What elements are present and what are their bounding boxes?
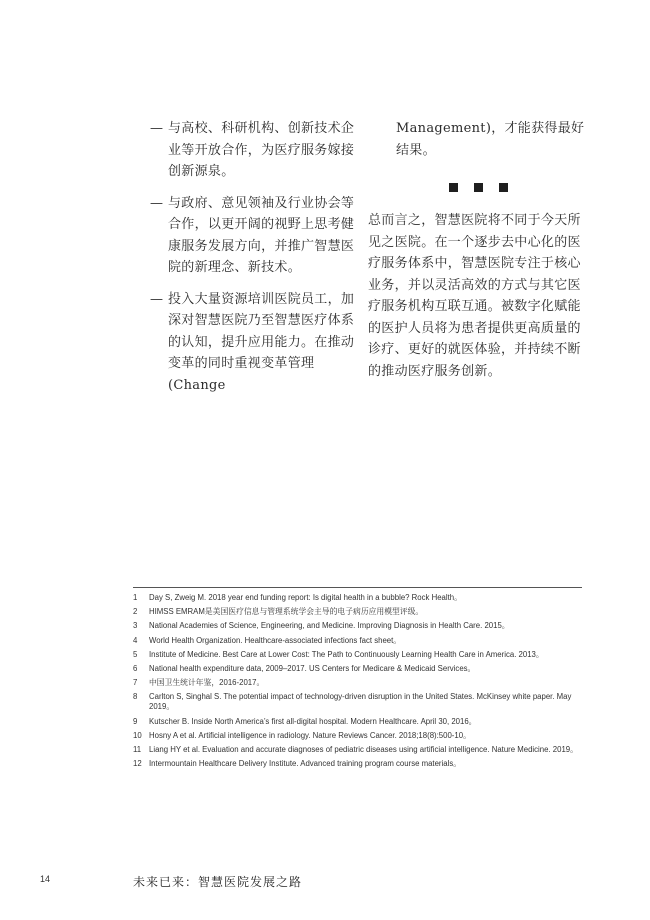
footnote-text: Intermountain Healthcare Delivery Institute. Advanced training program course materials。 bbox=[149, 759, 462, 769]
left-column bbox=[150, 118, 355, 406]
footnote bbox=[133, 650, 582, 660]
footnote bbox=[133, 607, 582, 617]
footnote bbox=[133, 692, 582, 712]
conclusion-paragraph: 总而言之，智慧医院将不同于今天所见之医院。在一个逐步去中心化的医疗服务体系中，智慧医院专注于核心业务，并以灵活高效的方式与其它医疗服务机构互联互通。被数字化赋能的医护人员将为患者提供更高质量的诊疗、更好的就医体验，并持续不断的推动医疗服务创新。 bbox=[368, 213, 581, 379]
footnote bbox=[133, 621, 582, 631]
footnote-text: Kutscher B. Inside North America’s first all-digital hospital. Modern Healthcare. April 30, 2016。 bbox=[149, 716, 477, 726]
divider-square bbox=[499, 183, 508, 192]
footnote-text: National Academies of Science, Engineering, and Medicine. Improving Diagnosis in Health Care. 2015。 bbox=[149, 621, 510, 631]
footnote-text: 中国卫生统计年鉴，2016-2017。 bbox=[149, 678, 265, 688]
footnote-text: World Health Organization. Healthcare-associated infections fact sheet。 bbox=[149, 635, 402, 645]
footnote-text: Day S, Zweig M. 2018 year end funding report: Is digital health in a bubble? Rock Health。 bbox=[149, 593, 462, 602]
footnote bbox=[133, 731, 582, 741]
footnote-number: 9 bbox=[133, 716, 138, 726]
footnote-text: Carlton S, Singhal S. The potential impact of technology-driven disruption in the United States. McKinsey white paper. May 2019。 bbox=[149, 692, 572, 712]
bullet-continuation: Management)，才能获得最好结果。 bbox=[396, 121, 585, 158]
footnote bbox=[133, 636, 582, 646]
bullet-text: 投入大量资源培训医院员工，加深对智慧医院乃至智慧医疗体系的认知，提升应用能力。在推动变革的同时重视变革管理 (Change bbox=[168, 291, 355, 393]
bullet-text: 与政府、意见领袖及行业协会等合作，以更开阔的视野上思考健康服务发展方向，并推广智慧医院的新理念、新技术。 bbox=[168, 195, 355, 275]
bullet-dash: — bbox=[150, 195, 164, 211]
footer-title: 未来已来：智慧医院发展之路 bbox=[133, 875, 303, 889]
footnote-text: Institute of Medicine. Best Care at Lower Cost: The Path to Continuously Learning Health Care in America. 2013。 bbox=[149, 649, 544, 659]
footnote-number: 6 bbox=[133, 663, 138, 673]
page-number: 14 bbox=[40, 874, 51, 884]
bullet-text: 与高校、科研机构、创新技术企业等开放合作，为医疗服务嫁接创新源泉。 bbox=[168, 121, 355, 179]
bullet-dash: — bbox=[150, 291, 164, 307]
bullet-dash: — bbox=[150, 121, 164, 136]
footnote bbox=[133, 593, 582, 603]
footnote-number: 5 bbox=[133, 649, 138, 659]
footnote-number: 1 bbox=[133, 593, 138, 602]
footnote-number: 4 bbox=[133, 635, 138, 645]
footnote bbox=[133, 678, 582, 688]
divider-square bbox=[449, 183, 458, 192]
footnote-number: 8 bbox=[133, 692, 138, 702]
footnote-text: Liang HY et al. Evaluation and accurate diagnoses of pediatric diseases using artificial intelligence. Nature Medicine. 2019。 bbox=[149, 744, 578, 754]
footnote-list bbox=[133, 593, 582, 773]
footnote-text: HIMSS EMRAM是美国医疗信息与管理系统学会主导的电子病历应用模型评级。 bbox=[149, 607, 424, 617]
footnote-rule bbox=[133, 587, 582, 588]
right-column bbox=[368, 118, 586, 382]
footnote bbox=[133, 759, 582, 769]
footnote bbox=[133, 745, 582, 755]
footnote-text: Hosny A et al. Artificial intelligence in radiology. Nature Reviews Cancer. 2018;18(8):500-10。 bbox=[149, 730, 471, 740]
footnote-number: 7 bbox=[133, 678, 138, 688]
bullet-item bbox=[150, 193, 355, 279]
footnote-text: National health expenditure data, 2009–2017. US Centers for Medicare & Medicaid Services。 bbox=[149, 663, 476, 673]
bullet-item bbox=[150, 118, 355, 183]
bullet-item bbox=[150, 289, 355, 397]
footnote-number: 3 bbox=[133, 621, 138, 631]
footnote bbox=[133, 664, 582, 674]
footnote-number: 10 bbox=[133, 730, 142, 740]
footnote bbox=[133, 717, 582, 727]
section-divider bbox=[449, 183, 586, 192]
footnote-number: 2 bbox=[133, 607, 138, 617]
footnote-number: 11 bbox=[133, 744, 142, 754]
divider-square bbox=[474, 183, 483, 192]
footnote-number: 12 bbox=[133, 759, 142, 769]
